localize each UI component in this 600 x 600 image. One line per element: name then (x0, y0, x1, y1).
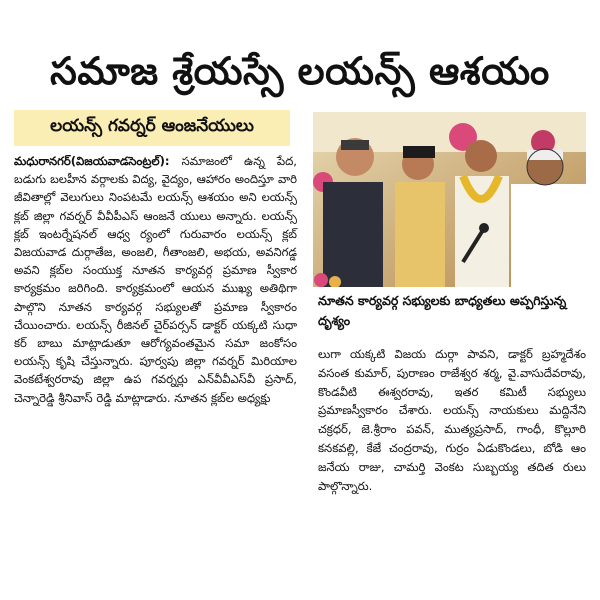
news-photo (313, 112, 586, 287)
subheadline-banner (14, 110, 290, 146)
headline: సమాజ శ్రేయస్సే లయన్స్ ఆశయం (50, 49, 550, 93)
article-body-right: లుగా యక్కటి విజయ దుర్గా పావని, డాక్టర్ బ్రహ్మదేశం వసంత కుమార్, పురాణం రాజేశ్వర శర్మ, వై.వాసుదేవరావు, కొండవీటి ఈశ్వరరావు, ఇతర కమిటీ సభ్యులు ప్రమాణస్వీకారం చేశారు. లయన్స్ నాయకులు మద్దినేని చక్రధర్, జె.శ్రీరాం పవన్, ముత్యప్రసాద్, గాంధీ, కొల్లూరి కనకవల్లి, కేజే చంద్రరావు, గుర్రం ఏడుకొండలు, బోడి ఆం జనేయ రాజు, చామర్తి వెంకట సుబ్బయ్య తదిత రులు పాల్గొన్నారు. (318, 347, 586, 493)
photo-caption: నూతన కార్యవర్గ సభ్యులకు బాధ్యతలు అప్పగిస్తున్న దృశ్యం (318, 293, 567, 328)
body-text-left: సమాజంలో ఉన్న పేద, బడుగు బలహీన వర్గాలకు విద్య, వైద్యం, ఆహారం అందిస్తూ వారి జీవితాల్లో వెలుగులు నింపటమే లయన్స్ ఆశయం అని లయన్స్ క్లబ్ జిల్లా గవర్నర్ వీవీపీఎస్ ఆంజనే యులు అన్నారు. లయన్స్ క్లబ్ ఇంటర్నేషనల్ ఆధ్వ ర్యంలో గురువారం లయన్స్ క్లబ్ విజయవాడ దుర్గాతేజ, అంజలి, గీతాంజలి, అభయ, అవనిగడ్డ అవని క్లబ్‌ల సంయుక్త నూతన కార్యవర్గ ప్రమాణ స్వీకార కార్యక్రమం జరిగింది. కార్యక్రమంలో ఆయన ముఖ్య అతిథిగా పాల్గొని నూతన కార్యవర్గ సభ్యులతో ప్రమాణ స్వీకారం చేయించారు. లయన్స్ రీజినల్ చైర్‌పర్సన్ డాక్టర్ యక్కటి సుధా కర్ బాబు మాట్లాడుతూ ఆరోగ్యవంతమైన సమా జంకోసం లయన్స్ కృషి చేస్తున్నారు. పూర్వపు జిల్లా గవర్నర్ మిరియాల వెంకటేశ్వరరావు జిల్లా ఉప గవర్నర్లు ఎన్‌వీవీఎస్‌వీ ప్రసాద్, చెన్నారెడ్డి శ్రీనివాస్ రెడ్డి మాట్లాడారు. నూతన క్లబ్‌ల అధ్యక్షు (14, 154, 297, 405)
article-body-left (14, 152, 297, 407)
dateline: మధురానగర్(విజయవాడసెంట్రల్): (14, 154, 170, 168)
subheadline: లయన్స్ గవర్నర్ ఆంజనేయులు (50, 116, 254, 136)
